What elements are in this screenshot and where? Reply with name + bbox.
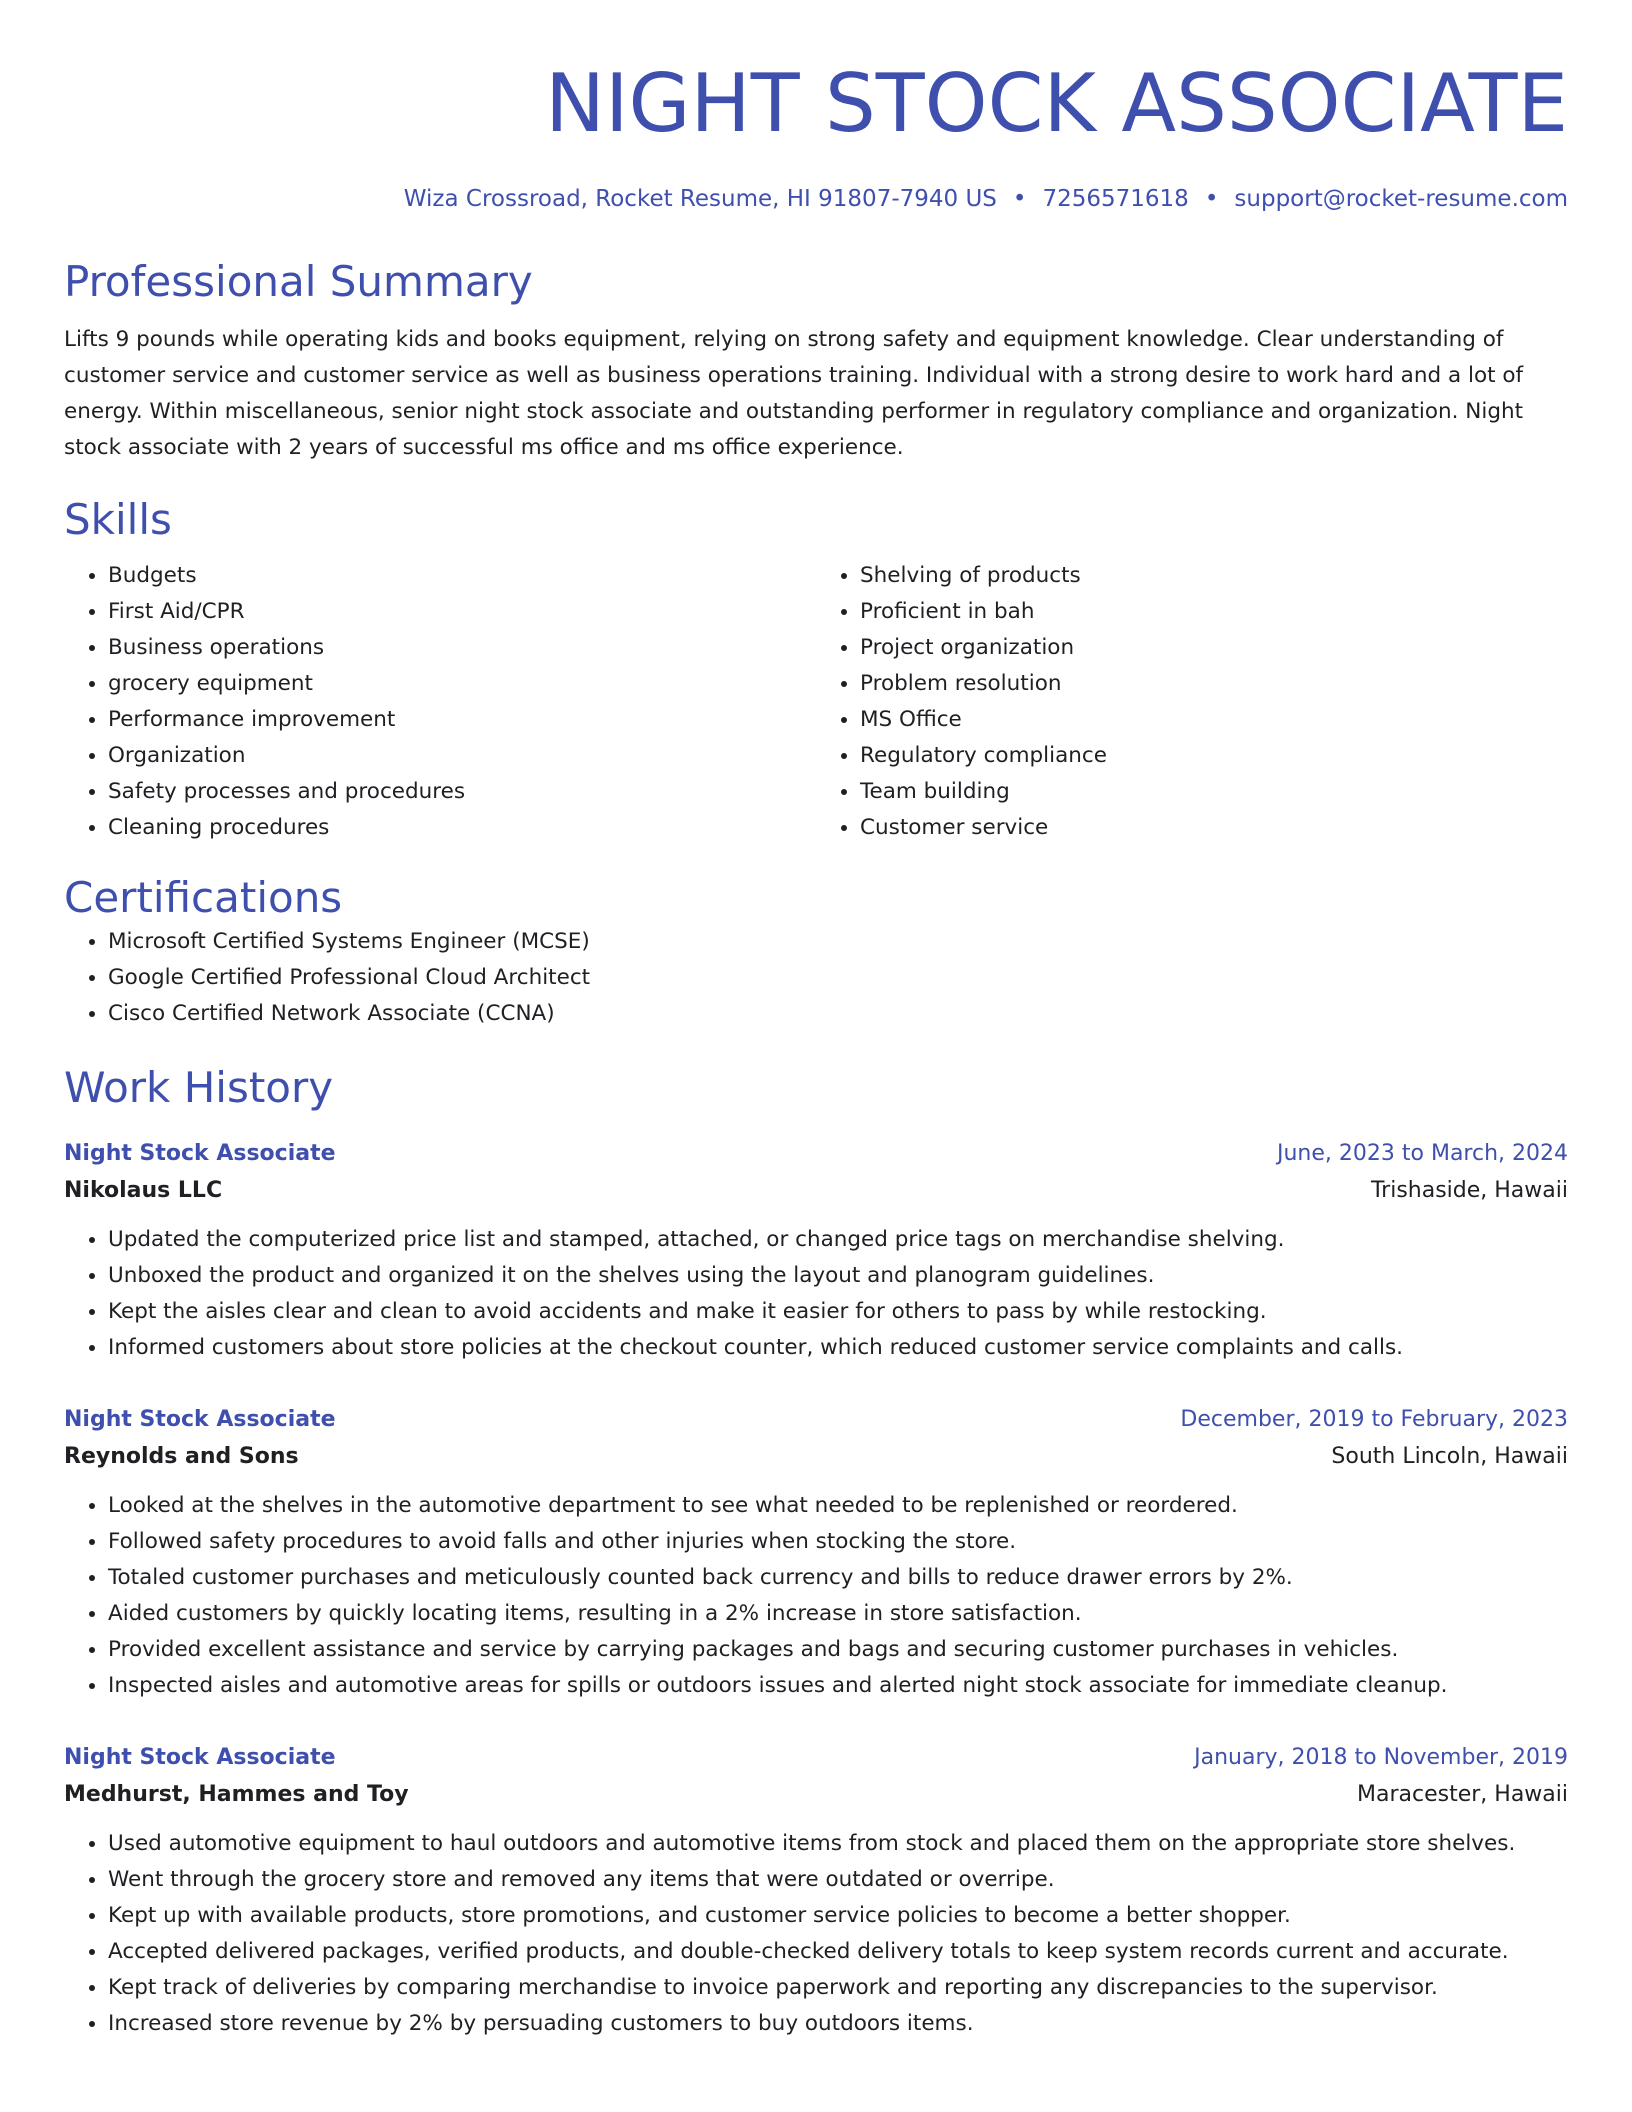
work-history-heading: Work History [64,1063,334,1112]
job-bullet: • Kept the aisles clear and clean to avoid accidents and make it easier for others to pass by while restocking. [108,1294,1568,1330]
job-company: Medhurst, Hammes and Toy [64,1782,409,1807]
contact-address: Wiza Crossroad, Rocket Resume, HI 91807-7940 US [403,186,997,212]
job-bullet: • Informed customers about store policies at the checkout counter, which reduced customer service complaints and calls. [108,1330,1568,1366]
work-history-list [64,1136,1568,2042]
skill-item: • Problem resolution [860,666,1568,702]
skill-item: • Business operations [108,630,816,666]
skill-item: • Project organization [860,630,1568,666]
job-title: Night Stock Associate [64,1407,336,1432]
job-location: South Lincoln, Hawaii [1331,1444,1568,1469]
skills-heading: Skills [64,495,172,544]
job-dates: January, 2018 to November, 2019 [1194,1745,1568,1770]
job-entry [64,1402,1568,1704]
certification-item: • Cisco Certified Network Associate (CCNA) [108,996,1568,1032]
certification-item: • Google Certified Professional Cloud Architect [108,960,1568,996]
job-location: Maracester, Hawaii [1357,1782,1568,1807]
contact-phone: 7256571618 [1042,186,1189,212]
skill-item: • Cleaning procedures [108,810,816,846]
contact-separator: • [1012,186,1027,212]
job-entry [64,1136,1568,1366]
job-bullet: • Updated the computerized price list and stamped, attached, or changed price tags on merchandise shelving. [108,1222,1568,1258]
job-title: Night Stock Associate [64,1141,336,1166]
skills-columns [64,558,1568,846]
job-company: Nikolaus LLC [64,1178,223,1203]
job-bullet: • Unboxed the product and organized it on the shelves using the layout and planogram guidelines. [108,1258,1568,1294]
job-bullet: • Increased store revenue by 2% by persuading customers to buy outdoors items. [108,2006,1568,2042]
skill-item: • Budgets [108,558,816,594]
job-bullet: • Kept up with available products, store promotions, and customer service policies to become a better shopper. [108,1898,1568,1934]
job-company: Reynolds and Sons [64,1444,299,1469]
job-bullet: • Accepted delivered packages, verified products, and double-checked delivery totals to keep system records current and accurate. [108,1934,1568,1970]
certifications-list [64,924,1568,1032]
job-company-row [64,1172,1568,1210]
skill-item: • Team building [860,774,1568,810]
skill-item: • Customer service [860,810,1568,846]
job-bullets [64,1826,1568,2042]
resume-title: NIGHT STOCK ASSOCIATE [545,57,1568,150]
job-dates: December, 2019 to February, 2023 [1180,1407,1568,1432]
skill-item: • Proficient in bah [860,594,1568,630]
job-bullet: • Looked at the shelves in the automotive department to see what needed to be replenished or reordered. [108,1488,1568,1524]
job-company-row [64,1776,1568,1814]
summary-text: Lifts 9 pounds while operating kids and books equipment, relying on strong safety and equipment knowledge. Clear understanding of customer service and customer service as well as business operations training. Individual with a strong desire to work hard and a lot of energy. Within miscellaneous, senior night stock associate and outstanding performer in regulatory compliance and organization. Night stock associate with 2 years of successful ms office and ms office experience. [64,327,1524,460]
job-header-row [64,1136,1568,1172]
job-bullet: • Inspected aisles and automotive areas for spills or outdoors issues and alerted night stock associate for immediate cleanup. [108,1668,1568,1704]
skill-item: • grocery equipment [108,666,816,702]
skill-item: • Shelving of products [860,558,1568,594]
job-bullet: • Provided excellent assistance and service by carrying packages and bags and securing customer purchases in vehicles. [108,1632,1568,1668]
job-bullet: • Totaled customer purchases and meticulously counted back currency and bills to reduce drawer errors by 2%. [108,1560,1568,1596]
skills-list-right [816,558,1568,846]
contact-separator: • [1204,186,1219,212]
job-bullet: • Used automotive equipment to haul outdoors and automotive items from stock and placed them on the appropriate store shelves. [108,1826,1568,1862]
skill-item: • Performance improvement [108,702,816,738]
skill-item: • Safety processes and procedures [108,774,816,810]
job-dates: June, 2023 to March, 2024 [1277,1141,1568,1166]
job-bullet: • Followed safety procedures to avoid falls and other injuries when stocking the store. [108,1524,1568,1560]
skills-list-left [64,558,816,846]
job-header-row [64,1740,1568,1776]
skill-item: • Regulatory compliance [860,738,1568,774]
job-location: Trishaside, Hawaii [1370,1178,1568,1203]
certifications-heading: Certifications [64,873,343,922]
job-bullet: • Went through the grocery store and removed any items that were outdated or overripe. [108,1862,1568,1898]
skill-item: • First Aid/CPR [108,594,816,630]
job-bullet: • Kept track of deliveries by comparing merchandise to invoice paperwork and reporting any discrepancies to the supervisor. [108,1970,1568,2006]
job-company-row [64,1438,1568,1476]
job-bullets [64,1488,1568,1704]
job-entry [64,1740,1568,2042]
skill-item: • MS Office [860,702,1568,738]
job-bullet: • Aided customers by quickly locating items, resulting in a 2% increase in store satisfaction. [108,1596,1568,1632]
summary-heading: Professional Summary [64,257,533,306]
contact-line [64,182,1568,216]
contact-email: support@rocket-resume.com [1234,186,1568,212]
job-bullets [64,1222,1568,1366]
job-title: Night Stock Associate [64,1745,336,1770]
skill-item: • Organization [108,738,816,774]
certification-item: • Microsoft Certified Systems Engineer (MCSE) [108,924,1568,960]
job-header-row [64,1402,1568,1438]
